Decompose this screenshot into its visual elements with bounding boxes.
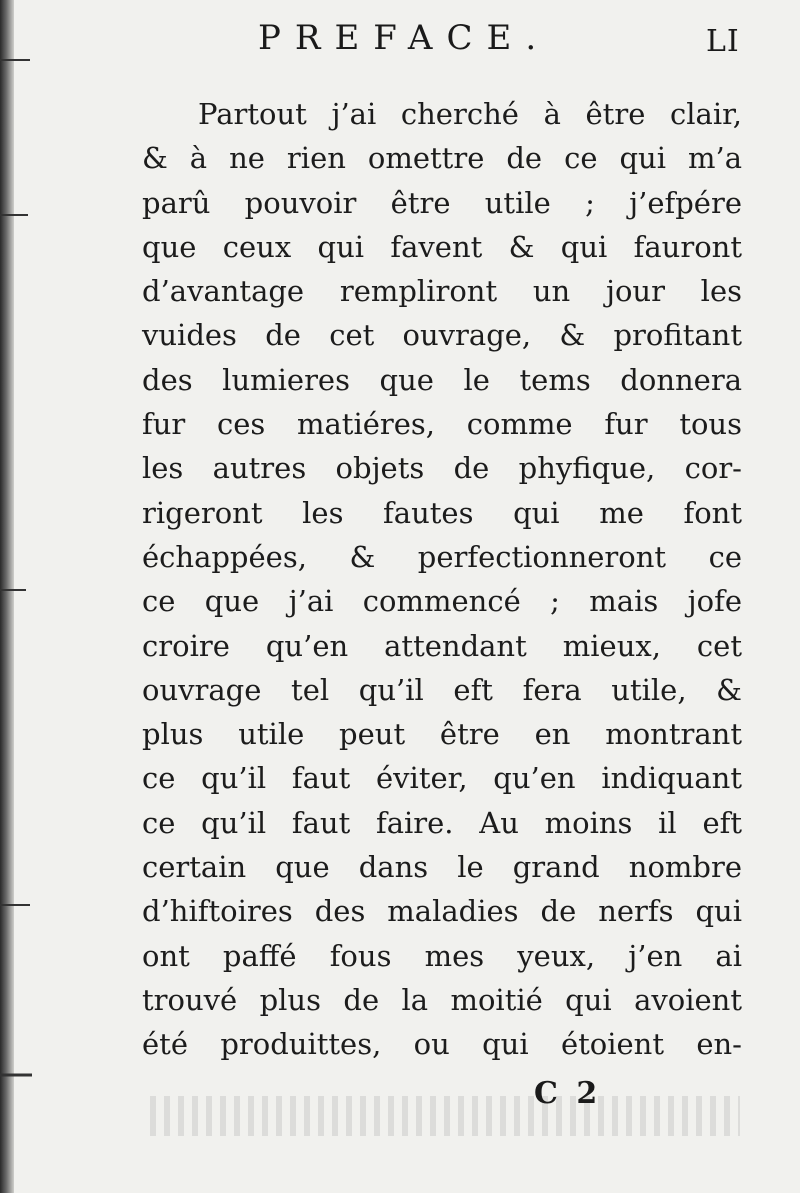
text-line: d’avantage rempliront un jour les (142, 274, 742, 309)
text-line: ouvrage tel qu’il eft fera utile, & (142, 672, 742, 707)
text-line: rigeront les fautes qui me font (142, 495, 742, 530)
text-line: vuides de cet ouvrage, & profitant (142, 318, 742, 353)
show-through-text (150, 1096, 740, 1136)
page-number: LI (706, 24, 740, 59)
text-line: des lumieres que le tems donnera (142, 362, 742, 397)
text-line: ce que j’ai commencé ; mais jofe (142, 584, 742, 619)
text-line: & à ne rien omettre de ce qui m’a (142, 141, 742, 176)
text-line: ce qu’il faut faire. Au moins il eft (142, 805, 742, 840)
text-line: parû pouvoir être utile ; j’efpére (142, 185, 742, 220)
text-line: ce qu’il faut éviter, qu’en indiquant (142, 761, 742, 796)
text-line: que ceux qui favent & qui fauront (142, 229, 742, 264)
text-line: échappées, & perfectionneront ce (142, 539, 742, 574)
signature-mark: C 2 (534, 1076, 602, 1111)
text-line: fur ces matiéres, comme fur tous (142, 407, 742, 442)
text-line: certain que dans le grand nombre (142, 850, 742, 885)
text-line: plus utile peut être en montrant (142, 717, 742, 752)
text-line: trouvé plus de la moitié qui avoient (142, 982, 742, 1017)
text-line: les autres objets de phyfique, cor- (142, 451, 742, 486)
text-line: ont paffé fous mes yeux, j’en ai (142, 938, 742, 973)
body-text (142, 92, 742, 1067)
running-header-title: PREFACE. (258, 18, 551, 58)
text-line: croire qu’en attendant mieux, cet (142, 628, 742, 663)
text-line: d’hiftoires des maladies de nerfs qui (142, 894, 742, 929)
text-line: été produittes, ou qui étoient en- (142, 1027, 742, 1062)
text-line: Partout j’ai cherché à être clair, (198, 97, 742, 131)
binding-thread-marks (0, 0, 40, 1193)
